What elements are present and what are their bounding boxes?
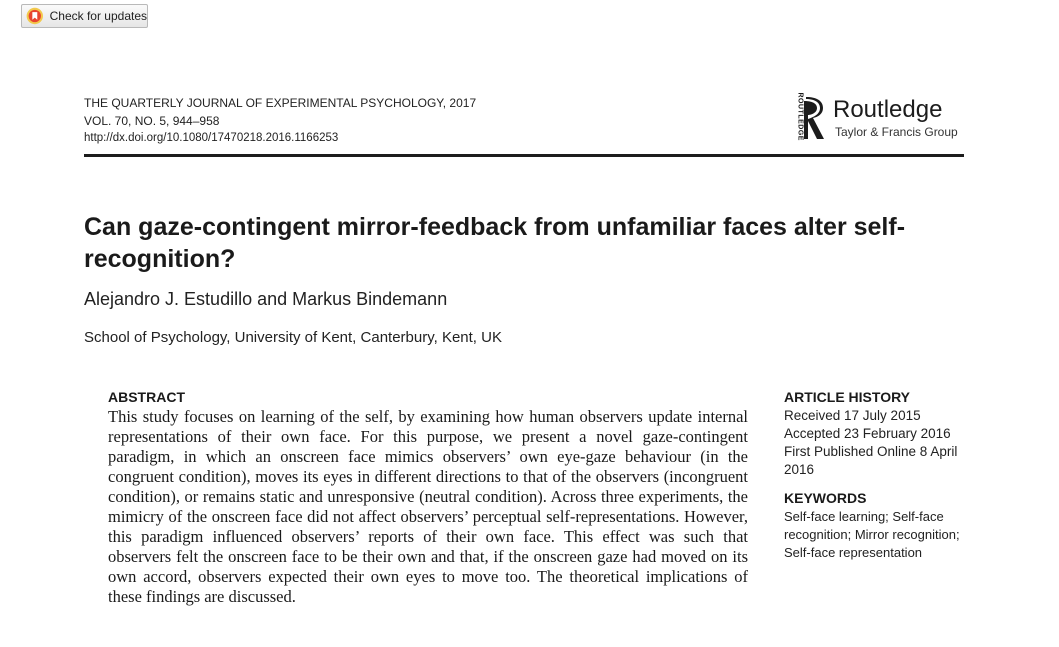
abstract-section [108,388,748,607]
keywords-heading: KEYWORDS [784,490,867,506]
article-affiliation: School of Psychology, University of Kent, Canterbury, Kent, UK [84,329,502,346]
keywords-text: Self-face learning; Self-face recognition; Mirror recognition; Self-face representation [784,509,960,560]
check-for-updates-button[interactable] [21,4,148,28]
history-received: Received 17 July 2015 [784,408,921,423]
article-authors: Alejandro J. Estudillo and Markus Bindemann [84,289,448,309]
history-published: First Published Online 8 April 2016 [784,444,958,477]
publisher-vertical-text: ROUTLEDGE [796,92,804,141]
history-accepted: Accepted 23 February 2016 [784,426,951,441]
abstract-text: This study focuses on learning of the self, by examining how human observers update internal representations of their own face. For this purpose, we present a novel gaze-contingent paradigm, in which an onscreen face mimics observers’ own eye-gaze behaviour (in the congruent condition), moves its eyes in different directions to that of the observers (incongruent condition), or remains static and unresponsive (neutral condition). Across three experiments, the mimicry of the onscreen face did not affect observers’ perceptual self-representations. However, this paradigm influenced observers’ reports of their own face. This effect was such that observers felt the onscreen face to be their own and that, if the onscreen gaze had moved on its own accord, observers expected their own eyes to move too. The theoretical implications of these findings are discussed. [108,407,748,606]
routledge-r-logo-icon [802,95,826,141]
header-rule [84,154,964,157]
publisher-name: Routledge [833,96,943,123]
journal-name: THE QUARTERLY JOURNAL OF EXPERIMENTAL PSYCHOLOGY, 2017 [84,96,477,110]
publisher-group: Taylor & Francis Group [835,125,958,139]
check-for-updates-label: Check for updates [49,9,147,23]
abstract-heading: ABSTRACT [108,389,185,405]
doi-link[interactable]: http://dx.doi.org/10.1080/17470218.2016.1166253 [84,132,339,144]
publisher-logo [790,92,970,145]
side-column [784,388,974,562]
journal-header [84,95,476,148]
journal-volume: VOL. 70, NO. 5, 944–958 [84,113,220,128]
check-for-updates-icon [26,7,44,25]
article-title: Can gaze-contingent mirror-feedback from unfamiliar faces alter self-recognition? [84,213,906,273]
article-history-heading: ARTICLE HISTORY [784,389,911,405]
